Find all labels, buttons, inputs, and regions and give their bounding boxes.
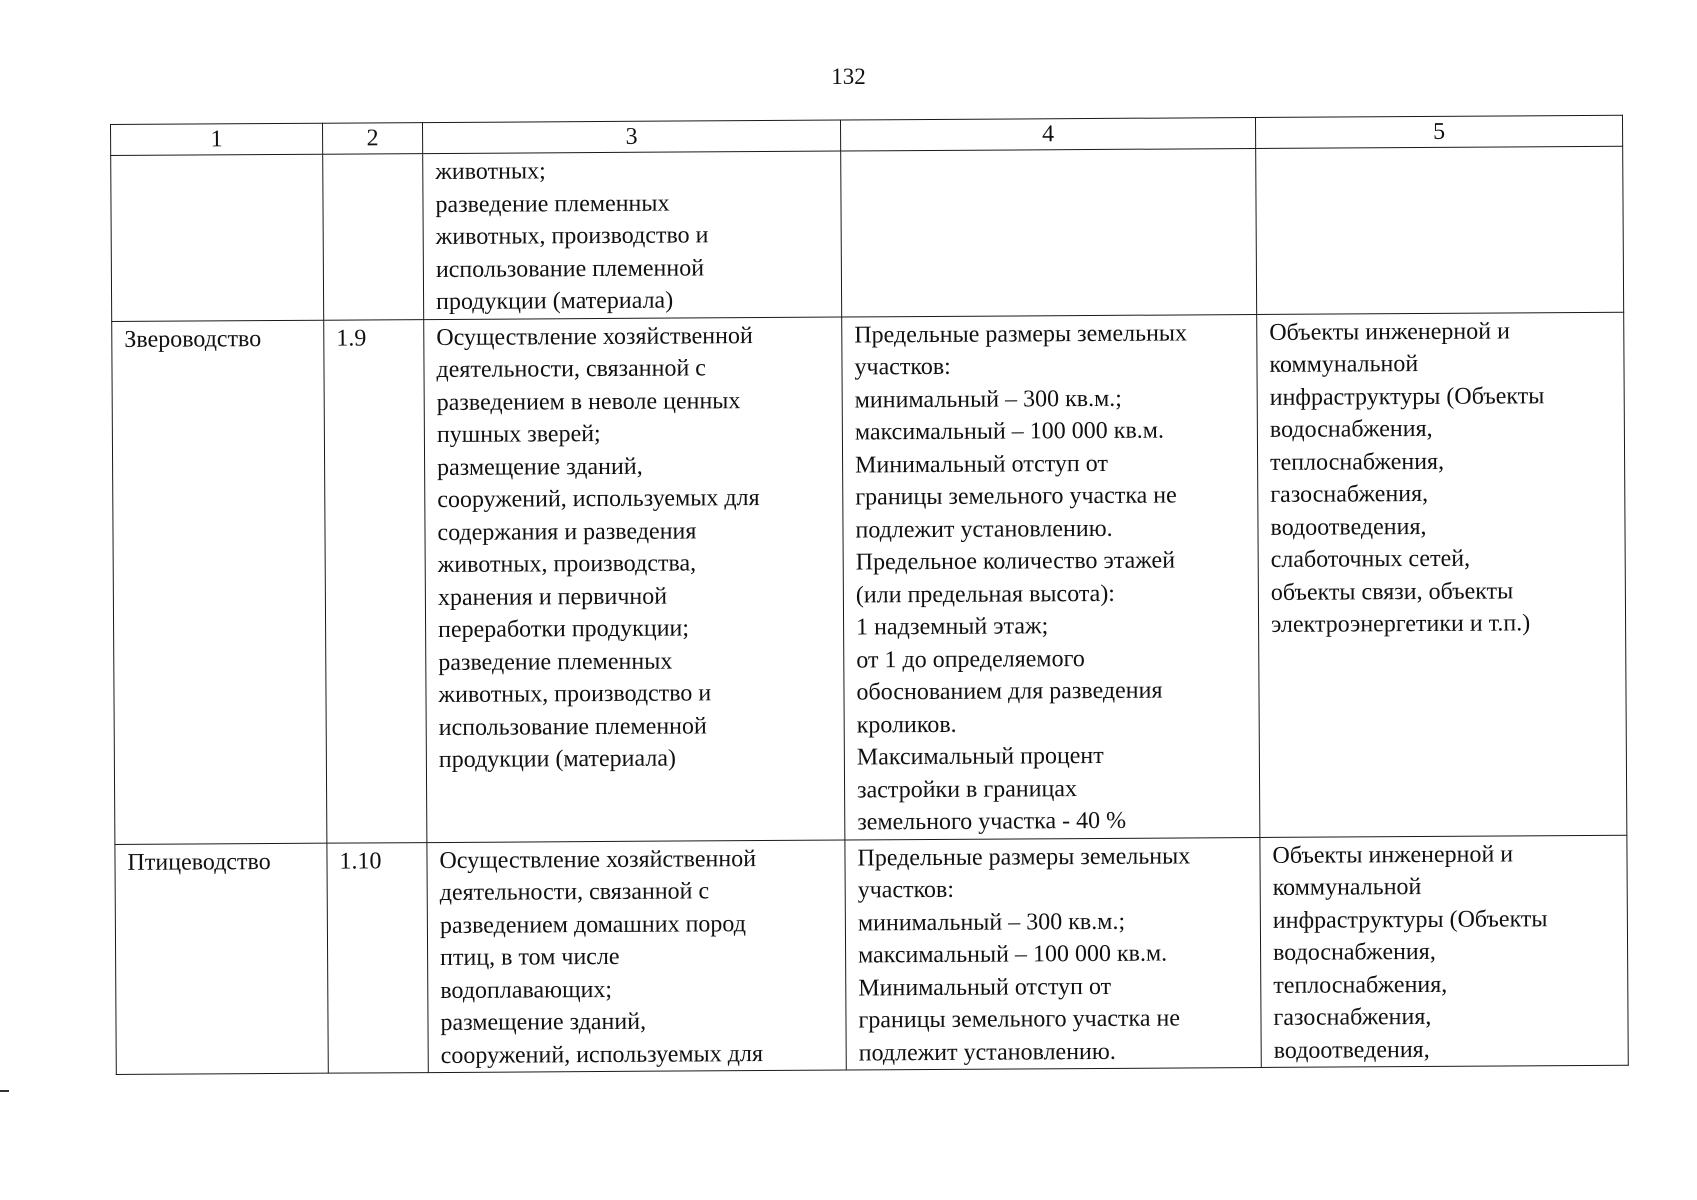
- cell-parameters: [841, 149, 1257, 317]
- cell-objects: [1256, 146, 1624, 314]
- cell-parameters: Предельные размеры земельных участков: минимальный – 300 кв.м.; максимальный – 100 000 кв.м. Минимальный отступ от границы земельного участка не подлежит установлению.: [845, 837, 1261, 1070]
- cell-description: Осуществление хозяйственной деятельности, связанной с разведением в неволе ценных пушных зверей; размещение зданий, сооружений, используемых для содержания и разведения животных, производства, хранения и первичной переработки продукции; разведение племенных животных, производство и использование племенной продукции (материала): [424, 317, 845, 843]
- cell-description: Осуществление хозяйственной деятельности, связанной с разведением домашних пород птиц, в том числе водоплавающих; размещение зданий, сооружений, используемых для: [427, 840, 846, 1073]
- column-header-1: 1: [111, 123, 323, 155]
- column-header-4: 4: [840, 118, 1255, 152]
- cell-code: 1.10: [327, 842, 428, 1073]
- column-header-2: 2: [322, 123, 422, 155]
- column-header-5: 5: [1255, 115, 1622, 148]
- cell-description: животных; разведение племенных животных, производство и использование племенной продукции (материала): [423, 151, 842, 319]
- page-number: 132: [831, 64, 866, 89]
- margin-mark: [0, 1090, 9, 1092]
- cell-code: [323, 154, 424, 320]
- cell-name: [111, 154, 324, 321]
- cell-code: 1.9: [324, 319, 427, 843]
- cell-parameters: Предельные размеры земельных участков: минимальный – 300 кв.м.; максимальный – 100 000 кв.м. Минимальный отступ от границы земельного участка не подлежит установлению. Предельное количество этажей (или предельная высота): 1 надземный этаж; от 1 до определяемого обоснованием для разведения кроликов. Максимальный процент застройки в границах земельного участка - 40 %: [842, 314, 1260, 840]
- cell-objects: Объекты инженерной и коммунальной инфраструктуры (Объекты водоснабжения, теплоснабжения, газоснабжения, водоотведения, слаботочных сетей, объекты связи, объекты электроэнергетики и т.п.): [1257, 312, 1627, 837]
- cell-name: Звероводство: [112, 320, 327, 844]
- cell-objects: Объекты инженерной и коммунальной инфраструктуры (Объекты водоснабжения, теплоснабжения, газоснабжения, водоотведения,: [1260, 835, 1628, 1068]
- cell-name: Птицеводство: [115, 843, 328, 1075]
- table-row: [115, 835, 1628, 1075]
- land-use-table: [110, 115, 1629, 1075]
- table-row: [112, 312, 1627, 844]
- table-row: [111, 146, 1624, 321]
- column-header-3: 3: [422, 120, 840, 154]
